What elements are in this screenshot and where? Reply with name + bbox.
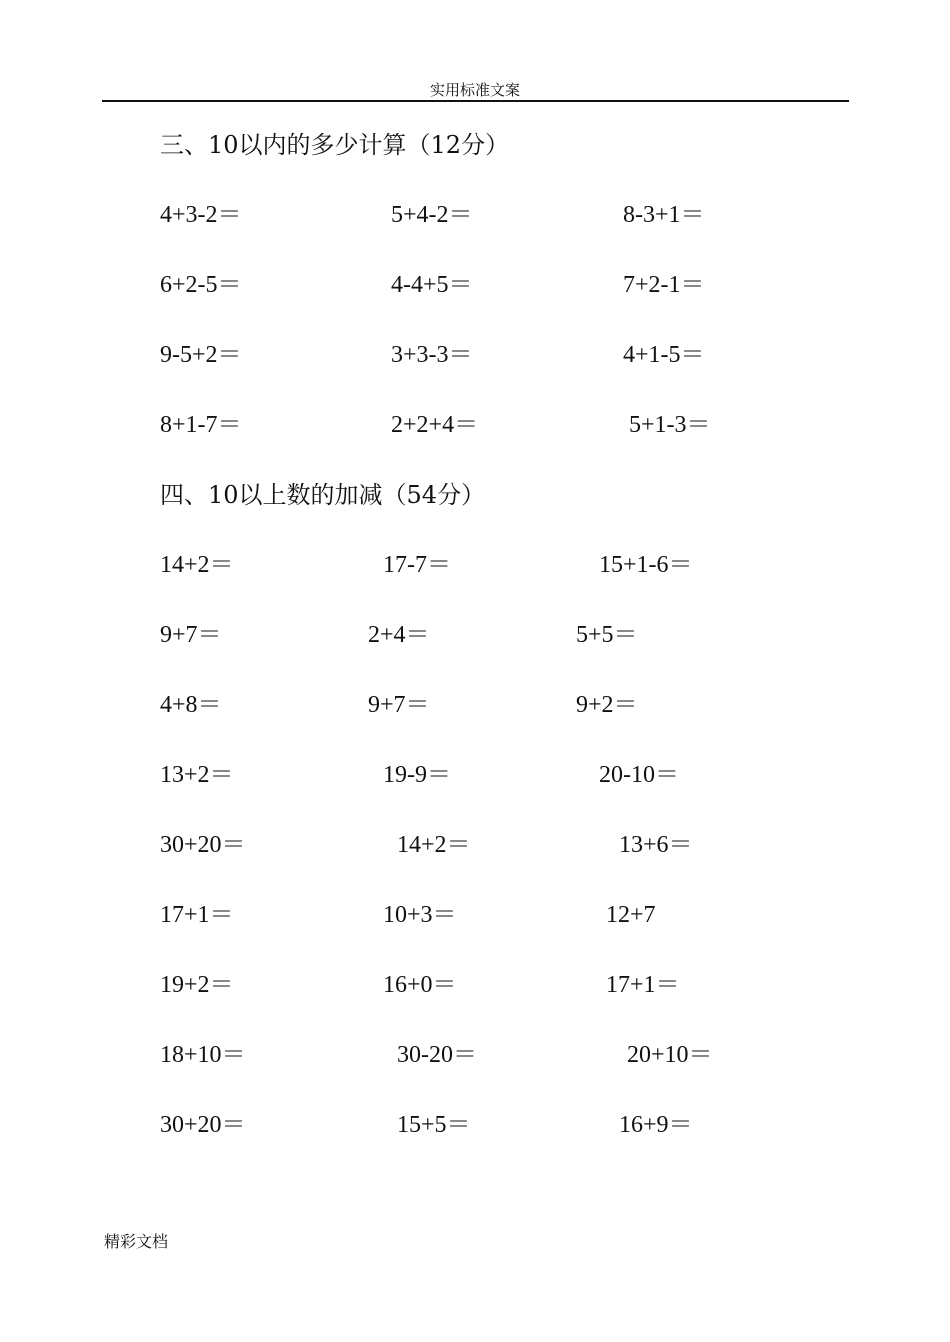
problem-s1-r1-c3: 8-3+1＝ — [623, 202, 705, 228]
header-rule — [102, 100, 849, 102]
section-heading-1: 三、10以内的多少计算（12分） — [160, 131, 510, 159]
problem-s2-r4-c2: 19-9＝ — [383, 762, 451, 788]
problem-s2-r7-c2: 16+0＝ — [383, 972, 457, 998]
problem-s2-r3-c1: 4+8＝ — [160, 692, 222, 718]
problem-s1-r3-c2: 3+3-3＝ — [391, 342, 473, 368]
problem-s2-r4-c1: 13+2＝ — [160, 762, 234, 788]
problem-s2-r6-c1: 17+1＝ — [160, 902, 234, 928]
problem-s2-r9-c1: 30+20＝ — [160, 1112, 246, 1138]
page-header-title: 实用标准文案 — [429, 81, 520, 99]
problem-s2-r6-c3: 12+7 — [606, 902, 656, 928]
problem-s1-r3-c1: 9-5+2＝ — [160, 342, 242, 368]
problem-s2-r3-c3: 9+2＝ — [576, 692, 638, 718]
problem-s2-r6-c2: 10+3＝ — [383, 902, 457, 928]
problem-s2-r9-c3: 16+9＝ — [619, 1112, 693, 1138]
section-heading-2: 四、10以上数的加减（54分） — [160, 481, 486, 509]
problem-s2-r7-c1: 19+2＝ — [160, 972, 234, 998]
problem-s2-r9-c2: 15+5＝ — [397, 1112, 471, 1138]
problem-s1-r2-c3: 7+2-1＝ — [623, 272, 705, 298]
problem-s1-r1-c1: 4+3-2＝ — [160, 202, 242, 228]
problem-s1-r2-c1: 6+2-5＝ — [160, 272, 242, 298]
problem-s2-r1-c1: 14+2＝ — [160, 552, 234, 578]
problem-s2-r8-c3: 20+10＝ — [627, 1042, 713, 1068]
problem-s1-r4-c3: 5+1-3＝ — [629, 412, 711, 438]
problem-s2-r1-c3: 15+1-6＝ — [599, 552, 693, 578]
problem-s1-r1-c2: 5+4-2＝ — [391, 202, 473, 228]
problem-s2-r2-c2: 2+4＝ — [368, 622, 430, 648]
problem-s1-r4-c2: 2+2+4＝ — [391, 412, 479, 438]
problem-s2-r4-c3: 20-10＝ — [599, 762, 679, 788]
problem-s1-r2-c2: 4-4+5＝ — [391, 272, 473, 298]
problem-s2-r8-c2: 30-20＝ — [397, 1042, 477, 1068]
problem-s1-r4-c1: 8+1-7＝ — [160, 412, 242, 438]
problem-s2-r3-c2: 9+7＝ — [368, 692, 430, 718]
problem-s2-r5-c2: 14+2＝ — [397, 832, 471, 858]
problem-s2-r5-c1: 30+20＝ — [160, 832, 246, 858]
problem-s2-r7-c3: 17+1＝ — [606, 972, 680, 998]
problem-s2-r1-c2: 17-7＝ — [383, 552, 451, 578]
problem-s2-r5-c3: 13+6＝ — [619, 832, 693, 858]
problem-s2-r2-c3: 5+5＝ — [576, 622, 638, 648]
problem-s1-r3-c3: 4+1-5＝ — [623, 342, 705, 368]
problem-s2-r2-c1: 9+7＝ — [160, 622, 222, 648]
page-footer-text: 精彩文档 — [104, 1232, 169, 1251]
problem-s2-r8-c1: 18+10＝ — [160, 1042, 246, 1068]
